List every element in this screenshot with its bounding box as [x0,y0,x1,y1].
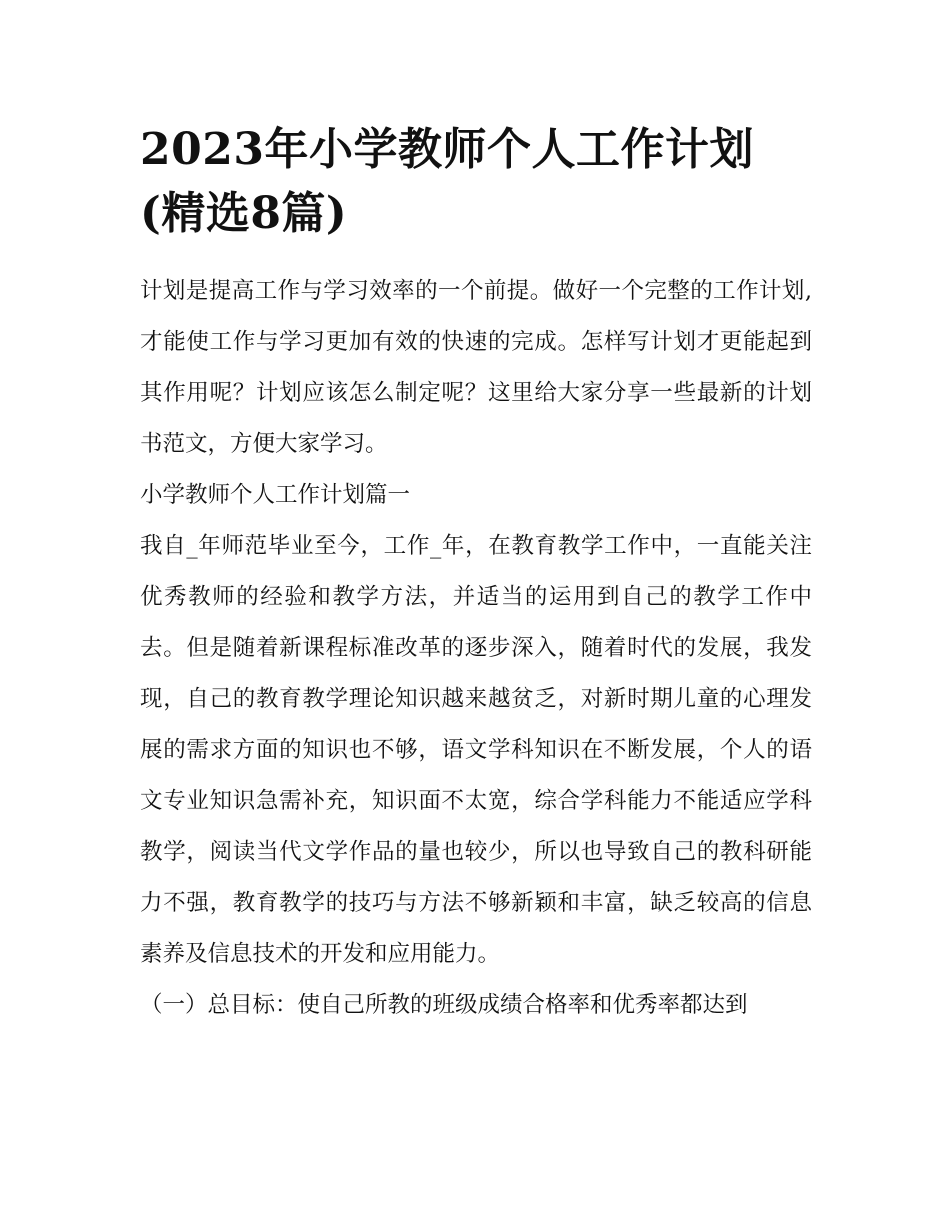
document-page [140,118,812,1031]
section-1-paragraph: 我自_年师范毕业至今，工作_年，在教育教学工作中，一直能关注优秀教师的经验和教学方法，并适当的运用到自己的教学工作中去。但是随着新课程标准改革的逐步深入，随着时代的发展，我发现，自己的教育教学理论知识越来越贫乏，对新时期儿童的心理发展的需求方面的知识也不够，语文学科知识在不断发展，个人的语文专业知识急需补充，知识面不太宽，综合学科能力不能适应学科教学，阅读当代文学作品的量也较少，所以也导致自己的教科研能力不强，教育教学的技巧与方法不够新颖和丰富，缺乏较高的信息素养及信息技术的开发和应用能力。 [140,533,812,967]
intro-paragraph: 计划是提高工作与学习效率的一个前提。做好一个完整的工作计划,才能使工作与学习更加有效的快速的完成。怎样写计划才更能起到其作用呢？计划应该怎么制定呢？这里给大家分享一些最新的计划书范文，方便大家学习。 [140,278,812,457]
section-1-heading: 小学教师个人工作计划篇一 [140,482,411,508]
goal-line: （一）总目标：使自己所教的班级成绩合格率和优秀率都达到 [140,992,748,1018]
document-title: 2023年小学教师个人工作计划(精选8篇) [140,124,754,239]
